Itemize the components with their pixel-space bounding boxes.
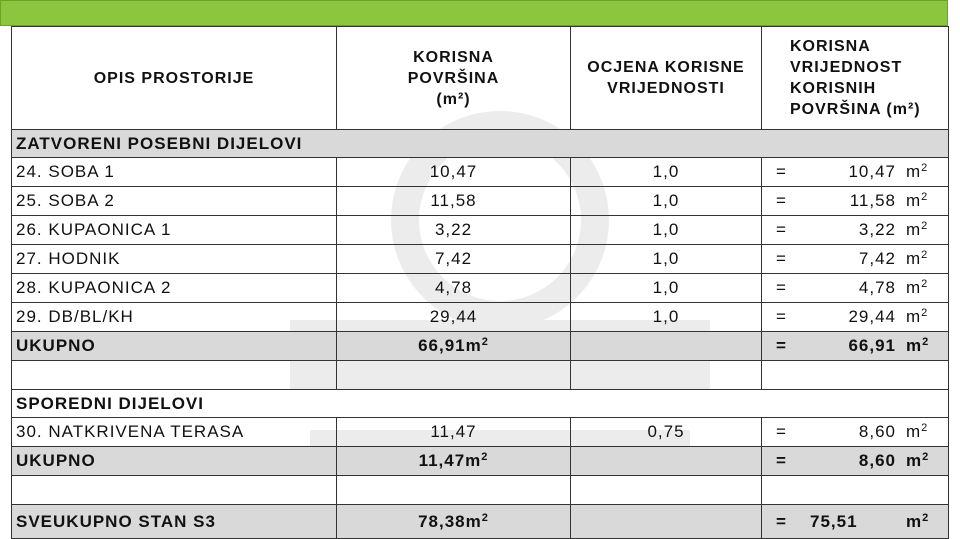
grand-total-value: = 75,51 $m^2$ — [762, 505, 949, 539]
section-title-row — [12, 390, 949, 418]
room-area: 4,78 — [337, 274, 571, 303]
subtotal-label: UKUPNO — [12, 447, 337, 476]
room-name: 29. DB/BL/KH — [12, 303, 337, 332]
room-name: 30. NATKRIVENA TERASA — [12, 418, 337, 447]
header-row — [12, 27, 949, 130]
grand-total-label: SVEUKUPNO STAN S3 — [12, 505, 337, 539]
room-value: = 29,44 $m^2$ — [762, 303, 949, 332]
table-row — [12, 303, 949, 332]
room-name: 25. SOBA 2 — [12, 187, 337, 216]
top-banner — [0, 0, 948, 26]
table-row — [12, 245, 949, 274]
subtotal-label: UKUPNO — [12, 332, 337, 361]
empty-row — [12, 361, 949, 390]
room-name: 24. SOBA 1 — [12, 158, 337, 187]
grand-total-area: $78,38m^2$ — [337, 505, 571, 539]
table-row — [12, 274, 949, 303]
room-name: 28. KUPAONICA 2 — [12, 274, 337, 303]
grand-total-coefficient — [571, 505, 762, 539]
subtotal-coefficient — [571, 332, 762, 361]
table-row — [12, 418, 949, 447]
room-value: = 8,60 $m^2$ — [762, 418, 949, 447]
section-title-row — [12, 130, 949, 158]
room-name: 27. HODNIK — [12, 245, 337, 274]
table-row — [12, 158, 949, 187]
subtotal-coefficient — [571, 447, 762, 476]
room-coefficient: 1,0 — [571, 187, 762, 216]
room-area: 11,47 — [337, 418, 571, 447]
room-coefficient: 1,0 — [571, 274, 762, 303]
room-coefficient: 0,75 — [571, 418, 762, 447]
subtotal-area: $11,47m^2$ — [337, 447, 571, 476]
subtotal-area: $66,91m^2$ — [337, 332, 571, 361]
room-coefficient: 1,0 — [571, 303, 762, 332]
room-value: = 3,22 $m^2$ — [762, 216, 949, 245]
section-title: ZATVORENI POSEBNI DIJELOVI — [12, 130, 949, 158]
room-value: = 11,58 $m^2$ — [762, 187, 949, 216]
table-row — [12, 187, 949, 216]
section-title: SPOREDNI DIJELOVI — [12, 390, 949, 418]
header-useful-area: KORISNA POVRŠINA (m²) — [337, 27, 571, 130]
room-value: = 7,42 $m^2$ — [762, 245, 949, 274]
grand-total-row — [12, 505, 949, 539]
subtotal-row — [12, 332, 949, 361]
area-table — [11, 26, 949, 539]
room-area: 29,44 — [337, 303, 571, 332]
room-area: 7,42 — [337, 245, 571, 274]
room-coefficient: 1,0 — [571, 158, 762, 187]
room-coefficient: 1,0 — [571, 245, 762, 274]
room-value: = 10,47 $m^2$ — [762, 158, 949, 187]
header-room-description: OPIS PROSTORIJE — [12, 27, 337, 130]
header-useful-value: KORISNA VRIJEDNOST KORISNIH POVRŠINA (m²) — [762, 27, 949, 130]
header-value-coefficient: OCJENA KORISNE VRIJEDNOSTI — [571, 27, 762, 130]
room-area: 11,58 — [337, 187, 571, 216]
room-name: 26. KUPAONICA 1 — [12, 216, 337, 245]
room-value: = 4,78 $m^2$ — [762, 274, 949, 303]
room-area: 10,47 — [337, 158, 571, 187]
empty-row — [12, 476, 949, 505]
subtotal-value: = 66,91 $m^2$ — [762, 332, 949, 361]
subtotal-value: = 8,60 $m^2$ — [762, 447, 949, 476]
subtotal-row — [12, 447, 949, 476]
table-row — [12, 216, 949, 245]
room-coefficient: 1,0 — [571, 216, 762, 245]
room-area: 3,22 — [337, 216, 571, 245]
